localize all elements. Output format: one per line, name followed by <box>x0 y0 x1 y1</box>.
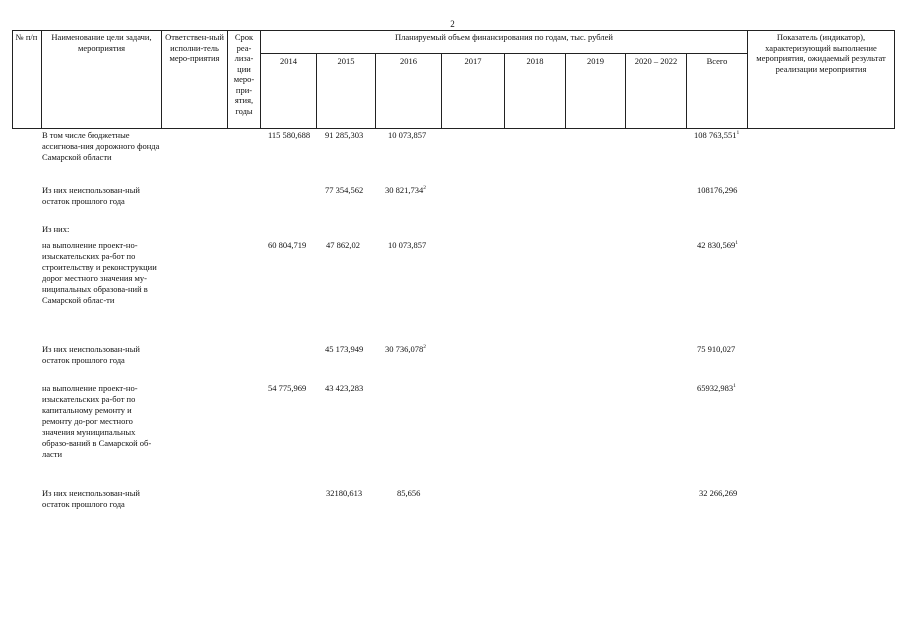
row-total-value: 108 763,551 <box>694 130 737 140</box>
header-year-2014: 2014 <box>261 54 317 129</box>
header-num: № п/п <box>12 30 42 129</box>
row-total <box>697 383 736 394</box>
row-total <box>694 130 739 141</box>
header-total: Всего <box>687 54 748 129</box>
header-year-2018: 2018 <box>505 54 566 129</box>
header-year-2019: 2019 <box>566 54 626 129</box>
header-responsible: Ответствен-ный исполни-тель меро-приятия <box>162 30 228 129</box>
header-year-2017: 2017 <box>442 54 505 129</box>
row-total-footnote: 1 <box>735 240 738 247</box>
row-2016 <box>388 240 426 251</box>
row-name: на выполнение проект-но-изыскательских ра-бот по капитальному ремонту и ремонту до-рог местного значения муниципальных образо-ваний в Самарской об-ласти <box>42 383 152 459</box>
header-term: Срок реа-лиза-ции меро-при-ятия, годы <box>228 30 261 129</box>
row-name: на выполнение проект-но-изыскательских ра-бот по строительству и реконструкции дорог местного значения му-ниципальных образова-ний в Самарской облас-ти <box>42 240 157 305</box>
row-2014: 54 775,969 <box>268 383 307 393</box>
row-total-value: 32 266,269 <box>699 488 738 498</box>
header-funding: Планируемый объем финансирования по годам, тыс. рублей <box>261 30 748 54</box>
row-total-value: 108176,296 <box>697 185 738 195</box>
row-2016-footnote: 2 <box>423 344 426 351</box>
row-2016 <box>385 185 426 196</box>
row-total-value: 75 910,027 <box>697 344 736 354</box>
row-2016 <box>397 488 420 499</box>
row-name: Из них: <box>42 224 70 234</box>
row-2016-value: 30 821,734 <box>385 185 424 195</box>
row-2015: 45 173,949 <box>325 344 364 354</box>
row-total <box>697 240 738 251</box>
row-total <box>697 185 737 196</box>
row-2015: 32180,613 <box>326 488 363 498</box>
row-2016 <box>385 344 426 355</box>
row-2016-value: 85,656 <box>397 488 421 498</box>
row-2016-footnote: 2 <box>423 185 426 192</box>
header-year-2015: 2015 <box>317 54 376 129</box>
row-2014: 60 804,719 <box>268 240 307 250</box>
row-2016-value: 10 073,857 <box>388 130 427 140</box>
row-name: В том числе бюджетные ассигнова-ния дорожного фонда Самарской области <box>42 130 160 162</box>
row-2014: 115 580,688 <box>268 130 311 140</box>
row-2016 <box>388 130 426 141</box>
header-year-2020-2022: 2020 – 2022 <box>626 54 687 129</box>
page-number: 2 <box>450 19 455 29</box>
header-year-2016: 2016 <box>376 54 442 129</box>
row-total <box>699 488 737 499</box>
row-name: Из них неиспользован-ный остаток прошлого года <box>42 185 140 206</box>
row-total-value: 65932,983 <box>697 383 734 393</box>
header-indicator: Показатель (индикатор), характеризующий выполнение мероприятия, ожидаемый результат реализации мероприятия <box>748 30 895 129</box>
row-2016-value: 10 073,857 <box>388 240 427 250</box>
row-total <box>697 344 735 355</box>
row-name: Из них неиспользован-ный остаток прошлого года <box>42 488 140 509</box>
row-total-footnote: 1 <box>733 383 736 390</box>
row-2015: 77 354,562 <box>325 185 364 195</box>
row-2015: 91 285,303 <box>325 130 364 140</box>
row-name: Из них неиспользован-ный остаток прошлого года <box>42 344 140 365</box>
row-2016-value: 30 736,078 <box>385 344 424 354</box>
row-total-footnote: 1 <box>736 130 740 137</box>
header-name: Наименование цели задачи, мероприятия <box>42 30 162 129</box>
row-2015: 47 862,02 <box>326 240 360 250</box>
row-2015: 43 423,283 <box>325 383 364 393</box>
row-total-value: 42 830,569 <box>697 240 736 250</box>
